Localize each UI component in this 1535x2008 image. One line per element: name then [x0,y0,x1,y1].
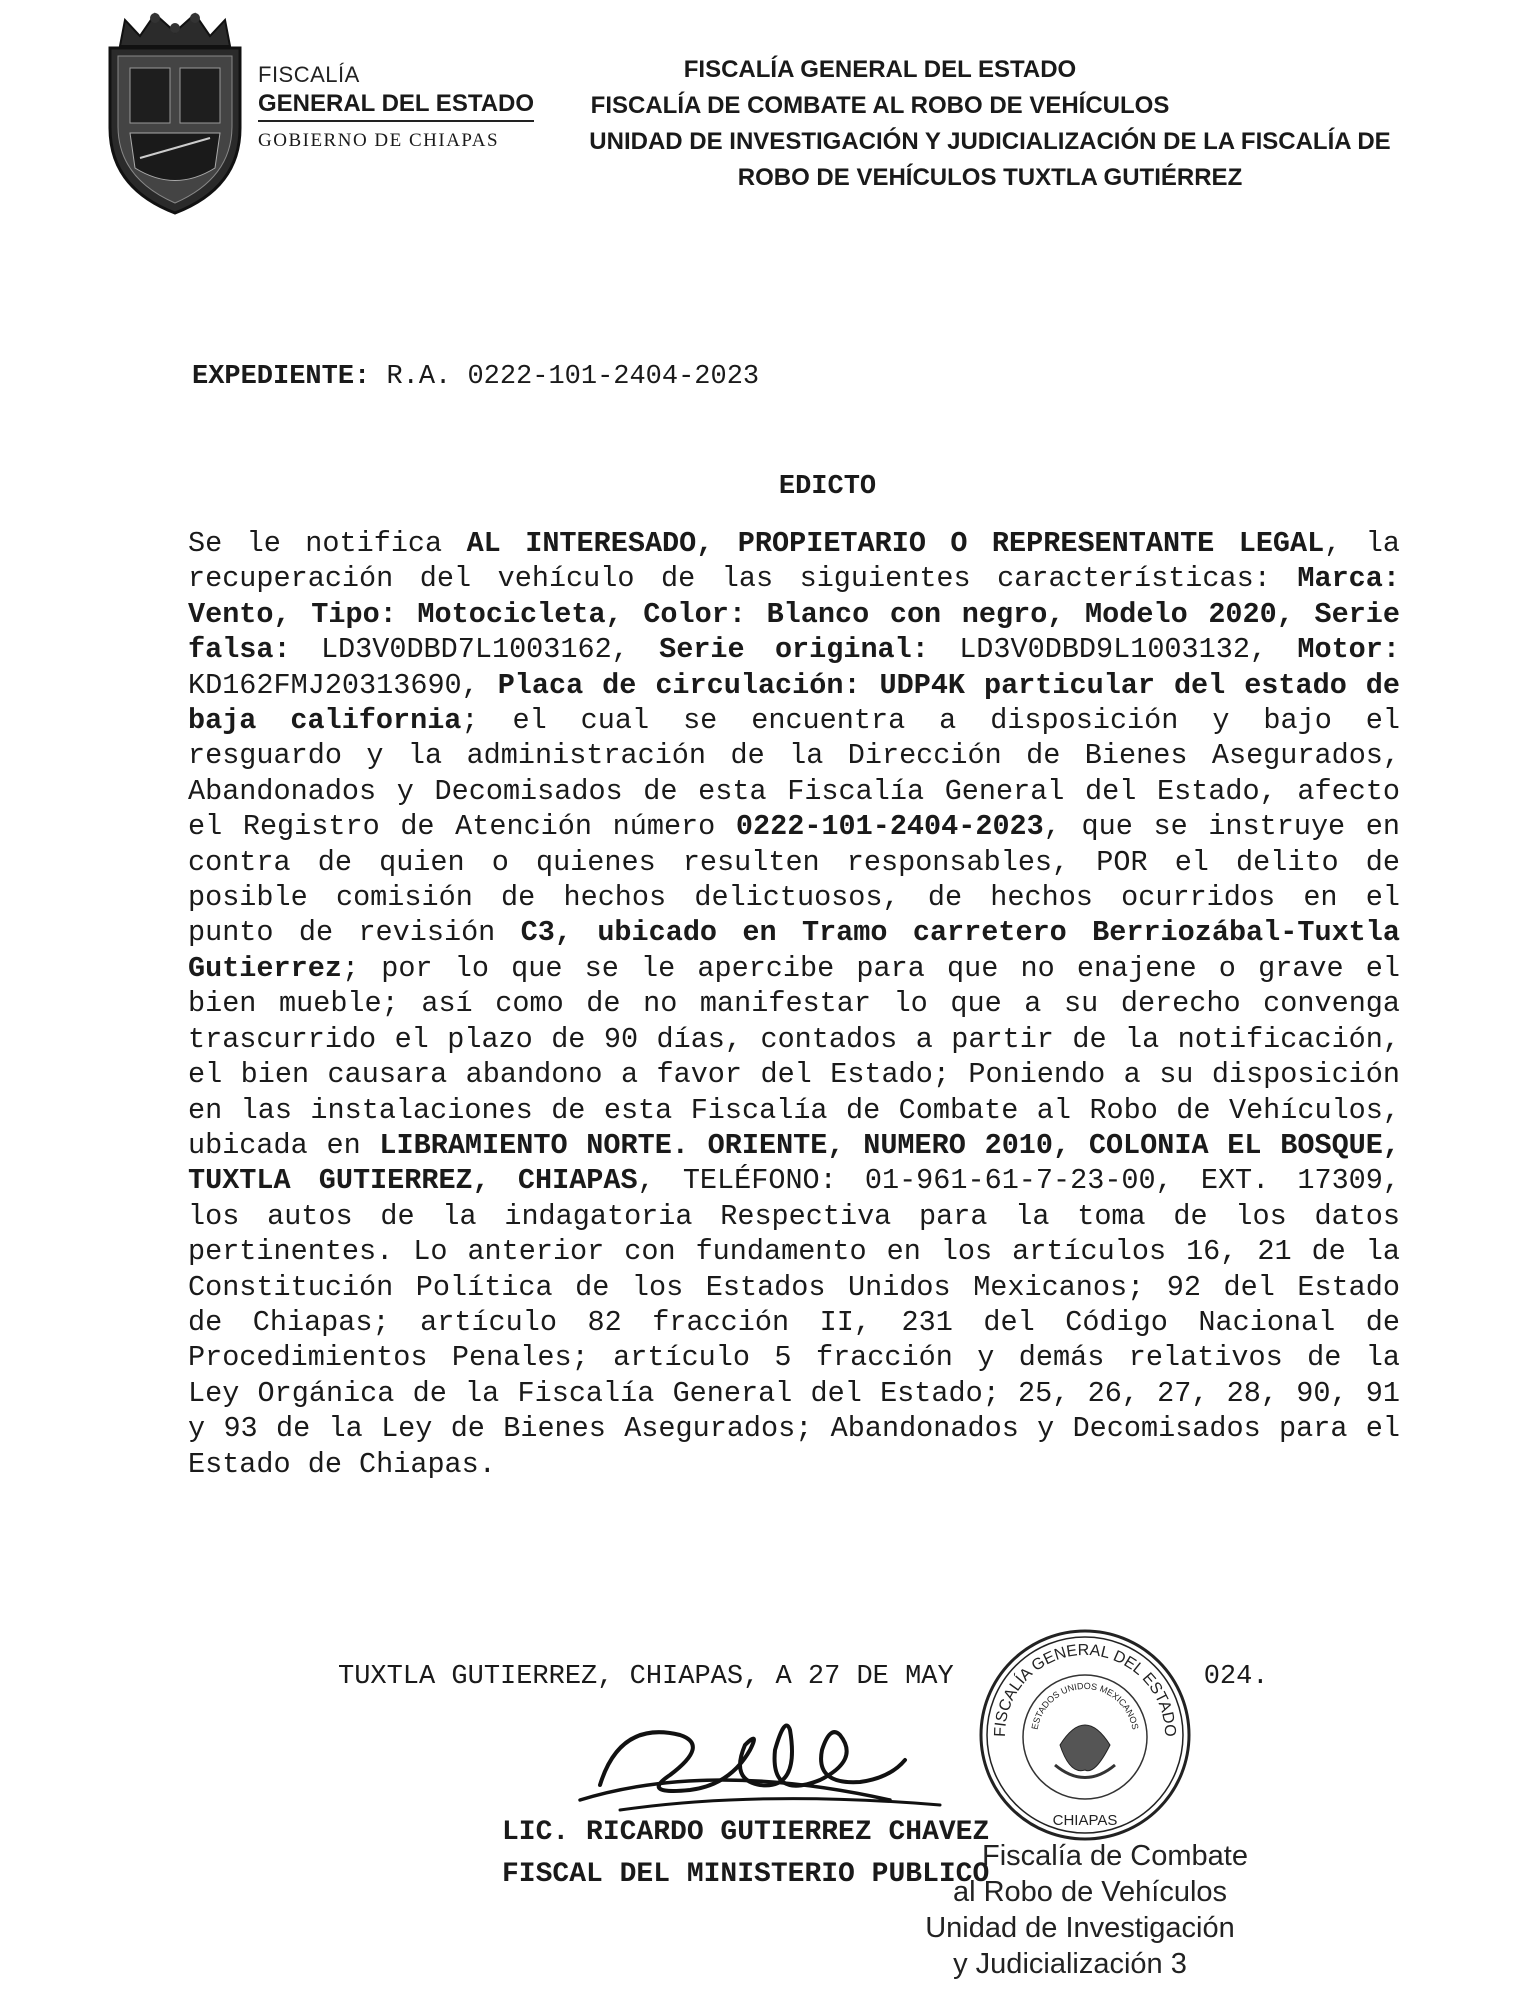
body-vehicle-details: Marca: Vento, Tipo: Motocicleta, Color: Blanco con negro, Modelo 2020, Serie falsa: [188,562,1400,667]
stamp-line-1: Fiscalía de Combate [982,1840,1248,1872]
body-motor: KD162FMJ20313690, [188,668,498,702]
body-serie-original-label: Serie original: [659,633,960,667]
body-motor-label: Motor: [1297,633,1400,667]
expediente-label: EXPEDIENTE: [192,362,371,392]
edicto-title: EDICTO [778,472,877,502]
body-resguardo: ; el cual se encuentra a disposición y bajo el resguardo y la administración de la Dirección de Bienes Asegurados, Abandonados y Decomisados de esta Fiscalía General del Estado, afecto el Registro de Atención número [188,704,1400,844]
expediente-value: R.A. 0222-101-2404-2023 [386,362,760,392]
body-serie-falsa: LD3V0DBD7L1003162, [320,633,660,667]
body-serie-original: LD3V0DBD9L1003132, [959,633,1298,667]
body-intro: Se le notifica [188,527,467,560]
date-year: 024. [1203,1662,1269,1692]
stamp-line-3: Unidad de Investigación [925,1912,1235,1944]
expediente-line [192,362,759,392]
title-line-4: ROBO DE VEHÍCULOS TUXTLA GUTIÉRREZ [737,164,1243,191]
official-seal [975,1625,1195,1845]
svg-text:ESTADOS UNIDOS MEXICANOS: ESTADOS UNIDOS MEXICANOS [1029,1680,1141,1731]
header-titles [560,52,1420,196]
signer-title: FISCAL DEL MINISTERIO PUBLICO [502,1859,990,1890]
institution-line-1: FISCALÍA [258,62,360,87]
body-ubicacion: C3, ubicado en Tramo carretero Berriozábal-Tuxtla Gutierrez [188,916,1400,985]
edicto-body [188,526,1400,1482]
stamp-line-2: al Robo de Vehículos [952,1876,1228,1908]
body-instruye: , que se instruye en contra de quien o quienes resulten responsables, POR el delito de posible comisión de hechos delictuosos, de hechos ocurridos en el punto de revisión [188,810,1400,950]
stamp-line-4: y Judicialización 3 [953,1948,1187,1980]
body-registro: 0222-101-2404-2023 [735,810,1044,844]
body-placa: Placa de circulación: UDP4K particular del estado de baja california [188,668,1400,738]
body-direccion: LIBRAMIENTO NORTE. ORIENTE, NUMERO 2010, COLONIA EL BOSQUE, TUXTLA GUTIERREZ, CHIAPAS [188,1128,1400,1198]
signer-name: LIC. RICARDO GUTIERREZ CHAVEZ [502,1817,990,1848]
institution-line-3: GOBIERNO DE CHIAPAS [258,130,500,151]
title-line-3: UNIDAD DE INVESTIGACIÓN Y JUDICIALIZACIÓN DE LA FISCALÍA DE [589,128,1391,155]
date-text: TUXTLA GUTIERREZ, CHIAPAS, A 27 DE MAY [338,1662,954,1692]
body-interesado: AL INTERESADO, PROPIETARIO O REPRESENTANTE LEGAL [466,527,1325,560]
svg-text:FISCALÍA GENERAL DEL ESTADO: FISCALÍA GENERAL DEL ESTADO [991,1641,1179,1738]
body-recuperacion: , la recuperación del vehículo de las siguientes características: [188,527,1400,596]
title-line-1: FISCALÍA GENERAL DEL ESTADO [683,56,1077,83]
body-telefono: , TELÉFONO: 01-961-61-7-23-00, EXT. 17309, los autos de la indagatoria Respectiva para la toma de los datos pertinentes. Lo anterior con fundamento en los artículos 16, 21 de la Constitución Política de los Estados Unidos Mexicanos; 92 del Estado de Chiapas; artículo 82 fracción II, 231 del Código Nacional de Procedimientos Penales; artículo 5 fracción y demás relativos de la Ley Orgánica de la Fiscalía General del Estado; 25, 26, 27, 28, 90, 91 y 93 de la Ley de Bienes Asegurados; Abandonados y Decomisados para el Estado de Chiapas. [188,1164,1400,1481]
chiapas-coat-of-arms [100,8,250,218]
title-line-2: FISCALÍA DE COMBATE AL ROBO DE VEHÍCULOS [590,92,1170,119]
svg-text:CHIAPAS: CHIAPAS [1052,1812,1118,1829]
institution-line-2: GENERAL DEL ESTADO [258,90,534,122]
body-apercibe: ; por lo que se le apercibe para que no enajene o grave el bien mueble; así como de no manifestar lo que a su derecho convenga trascurrido el plazo de 90 días, contados a partir de la notificación, el bien causara abandono a favor del Estado; Poniendo a su disposición en las instalaciones de esta Fiscalía de Combate al Robo de Vehículos, ubicada en [188,951,1400,1162]
unit-stamp [900,1838,1260,1982]
